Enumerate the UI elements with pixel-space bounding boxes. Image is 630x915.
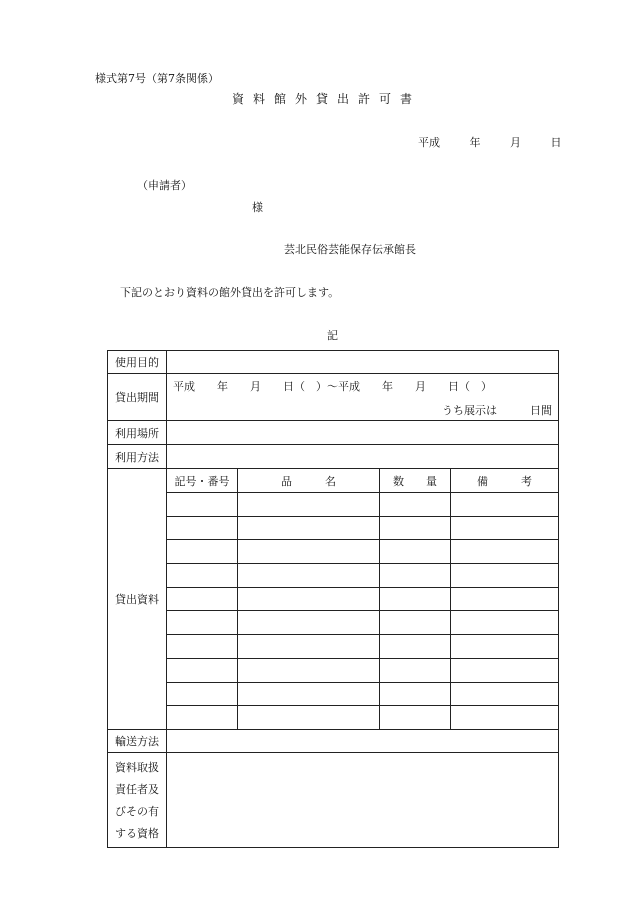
honorific: 様 <box>252 201 263 214</box>
manager-label: 資料取扱 責任者及 びその有 する資格 <box>108 752 167 847</box>
col-quantity: 数 量 <box>380 469 451 493</box>
manager-field[interactable] <box>167 752 559 847</box>
row-purpose <box>108 351 559 374</box>
period-exhibit-days: うち展示は 日間 <box>442 404 552 417</box>
ki-heading: 記 <box>327 329 338 342</box>
col-name: 品 名 <box>238 469 380 493</box>
form-number: 様式第7号（第7条関係） <box>95 72 219 85</box>
table-row <box>108 658 559 682</box>
date-month: 月 <box>510 136 521 149</box>
row-place <box>108 421 559 445</box>
period-label: 貸出期間 <box>108 374 167 421</box>
row-manager <box>108 752 559 847</box>
purpose-field[interactable] <box>167 351 559 374</box>
period-dates: 平成 年 月 日（ ）～平成 年 月 日（ ） <box>173 380 492 393</box>
col-code: 記号・番号 <box>167 469 238 493</box>
col-remarks: 備 考 <box>451 469 559 493</box>
issuer-name: 芸北民俗芸能保存伝承館長 <box>284 243 416 256</box>
table-row <box>108 564 559 588</box>
place-field[interactable] <box>167 421 559 445</box>
table-row <box>108 682 559 706</box>
row-method <box>108 445 559 469</box>
method-field[interactable] <box>167 445 559 469</box>
period-field[interactable] <box>167 374 559 421</box>
materials-header-row <box>108 469 559 493</box>
transport-label: 輸送方法 <box>108 729 167 752</box>
method-label: 利用方法 <box>108 445 167 469</box>
transport-field[interactable] <box>167 729 559 752</box>
materials-label: 貸出資料 <box>108 469 167 730</box>
table-row <box>108 635 559 659</box>
date-year: 年 <box>469 136 481 149</box>
row-period <box>108 374 559 421</box>
date-day: 日 <box>550 136 562 149</box>
table-row <box>108 706 559 730</box>
table-row <box>108 611 559 635</box>
row-transport <box>108 729 559 752</box>
document-title: 資料館外貸出許可書 <box>232 92 422 106</box>
table-row <box>108 540 559 564</box>
body-text: 下記のとおり資料の館外貸出を許可します。 <box>120 286 340 299</box>
date-line <box>418 134 562 150</box>
table-row <box>108 587 559 611</box>
permit-form-table <box>107 350 559 848</box>
applicant-label: （申請者） <box>137 179 192 192</box>
date-era: 平成 <box>418 136 440 149</box>
place-label: 利用場所 <box>108 421 167 445</box>
purpose-label: 使用目的 <box>108 351 167 374</box>
table-row <box>108 516 559 540</box>
table-row <box>108 493 559 517</box>
